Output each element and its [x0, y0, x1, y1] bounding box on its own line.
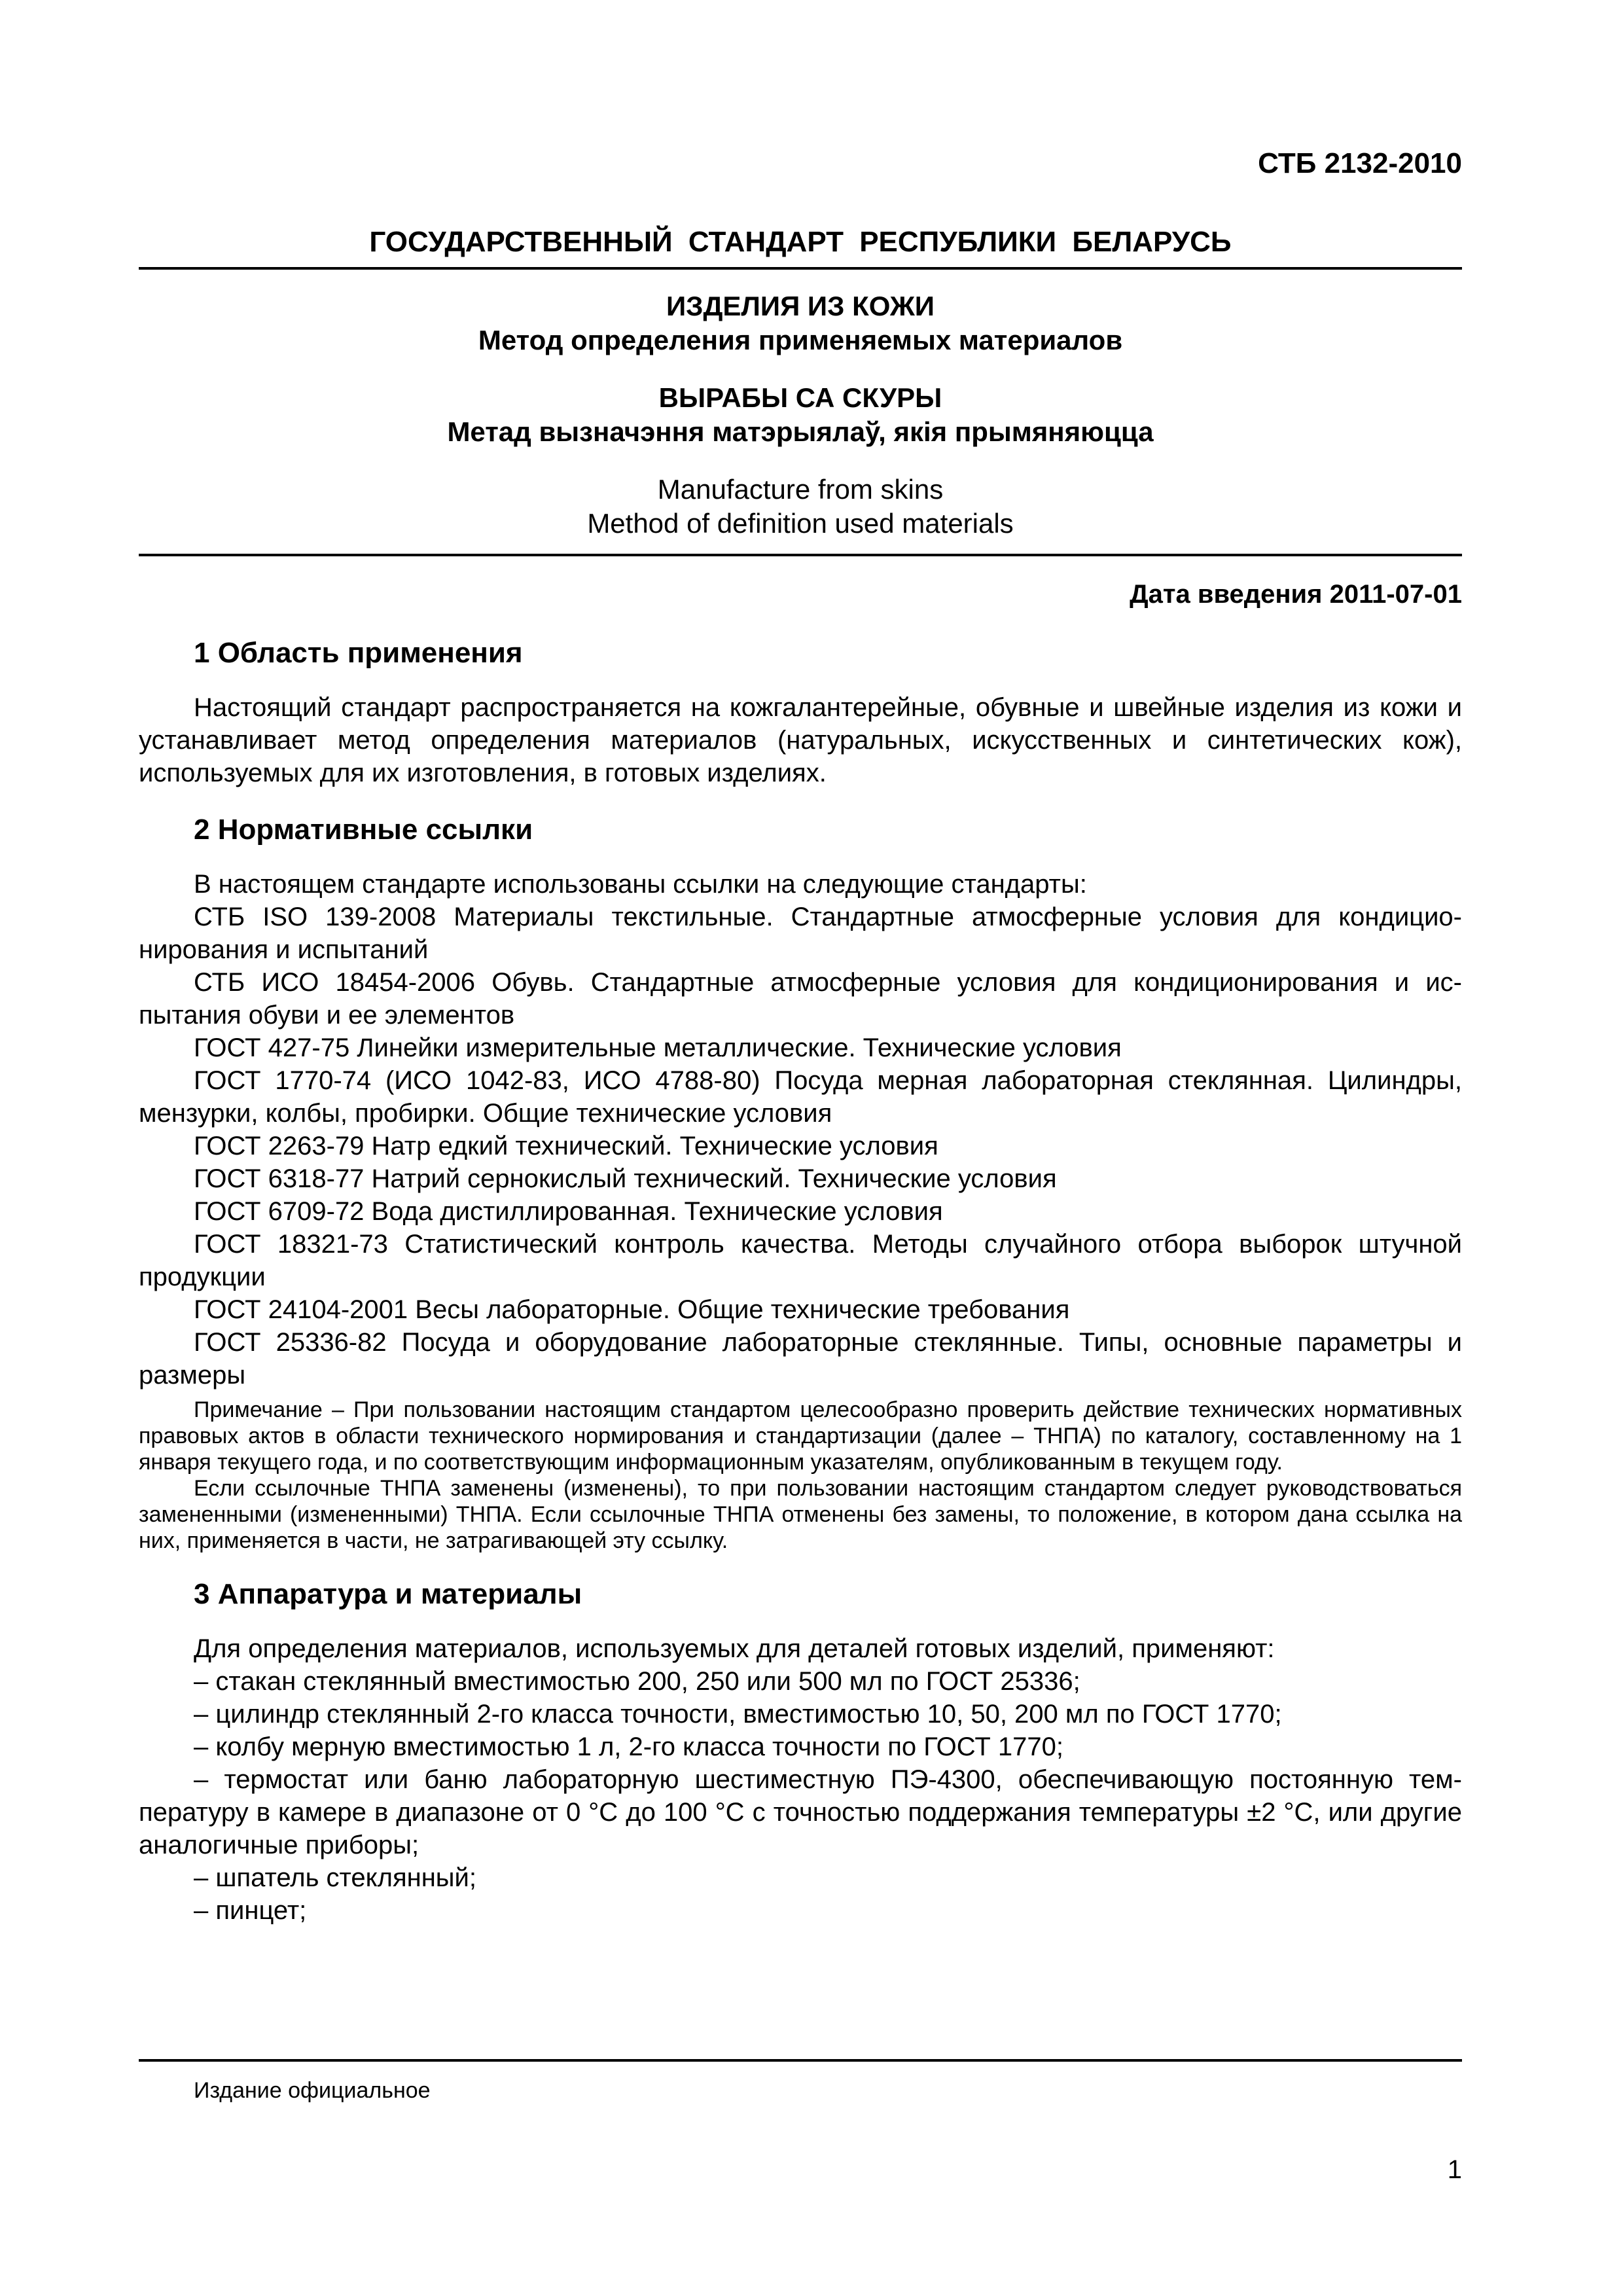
reference-item: СТБ ИСО 18454-2006 Обувь. Стандартные атмосферные условия для кондиционирования и испытания обуви и ее элементов: [139, 968, 1462, 1030]
reference-item: ГОСТ 427-75 Линейки измерительные металлические. Технические условия: [194, 1033, 1122, 1062]
note-block: [139, 1397, 1462, 1554]
title-ru: [139, 289, 1462, 357]
reference-item: ГОСТ 6709-72 Вода дистиллированная. Технические условия: [194, 1197, 943, 1226]
list-item: – пинцет;: [194, 1896, 307, 1925]
title-by-subtitle: Метад вызначэння матэрыялаў, якія прымяняюцца: [447, 416, 1154, 447]
note-paragraph: Примечание – При пользовании настоящим стандартом целесообразно проверить действие технических нормативных правовых актов в области технического нормирования и стандартизации (далее – ТНПА) по каталогу, составленному на 1 января текущего года, и по соответствующим информационным указателям, опубликованным в текущем году.: [139, 1397, 1462, 1475]
title-by-name: ВЫРАБЫ СА СКУРЫ: [658, 382, 942, 413]
section-apparatus: [139, 1576, 1462, 1927]
list-item: – шпатель стеклянный;: [194, 1863, 477, 1892]
title-ru-name: ИЗДЕЛИЯ ИЗ КОЖИ: [666, 291, 935, 321]
reference-item: ГОСТ 18321-73 Статистический контроль качества. Методы случайного отбора выборок штучной продукции: [139, 1230, 1462, 1291]
title-rule: [139, 554, 1462, 556]
list-item: – термостат или баню лабораторную шестиместную ПЭ-4300, обеспечивающую постоянную температуру в камере в диапазоне от 0 °С до 100 °С с точностью поддержания температуры ±2 °С, или другие аналогичные приборы;: [139, 1765, 1462, 1859]
title-ru-subtitle: Метод определения применяемых материалов: [478, 325, 1123, 355]
section-heading: 3 Аппаратура и материалы: [194, 1578, 582, 1610]
edition-label: Издание официальное: [194, 2078, 431, 2103]
reference-item: ГОСТ 6318-77 Натрий сернокислый технический. Технические условия: [194, 1164, 1057, 1193]
section-heading: 2 Нормативные ссылки: [194, 814, 533, 846]
reference-item: СТБ ISO 139-2008 Материалы текстильные. Стандартные атмосферные условия для кондиционирования и испытаний: [139, 903, 1462, 964]
reference-item: ГОСТ 25336-82 Посуда и оборудование лабораторные стеклянные. Типы, основные параметры и размеры: [139, 1328, 1462, 1390]
section-heading: 1 Область применения: [194, 637, 523, 669]
list-item: – колбу мерную вместимостью 1 л, 2-го класса точности по ГОСТ 1770;: [194, 1732, 1063, 1761]
page-number: 1: [1447, 2155, 1462, 2184]
title-block: [139, 289, 1462, 541]
title-en-name: Manufacture from skins: [657, 474, 944, 505]
paragraph: Для определения материалов, используемых для деталей готовых изделий, применяют:: [194, 1634, 1275, 1663]
document-page: [139, 144, 1462, 1927]
reference-item: ГОСТ 24104-2001 Весы лабораторные. Общие технические требования: [194, 1295, 1070, 1324]
title-by: [139, 381, 1462, 449]
header-rule: [139, 267, 1462, 270]
document-code: СТБ 2132-2010: [1258, 147, 1462, 179]
title-en: [139, 473, 1462, 541]
list-item: – стакан стеклянный вместимостью 200, 250 или 500 мл по ГОСТ 25336;: [194, 1667, 1080, 1696]
section-scope: [139, 635, 1462, 789]
note-paragraph: Если ссылочные ТНПА заменены (изменены), то при пользовании настоящим стандартом следует руководствоваться замененными (измененными) ТНПА. Если ссылочные ТНПА отменены без замены, то положение, в котором дана ссылка на них, применяется в части, не затрагивающей эту ссылку.: [139, 1476, 1462, 1553]
list-item: – цилиндр стеклянный 2-го класса точности, вместимостью 10, 50, 200 мл по ГОСТ 1770;: [194, 1700, 1282, 1729]
title-en-subtitle: Method of definition used materials: [587, 508, 1014, 539]
footer-rule: [139, 2059, 1462, 2062]
standard-title: ГОСУДАРСТВЕННЫЙ СТАНДАРТ РЕСПУБЛИКИ БЕЛАРУСЬ: [369, 226, 1232, 258]
intro-date: Дата введения 2011-07-01: [1130, 580, 1462, 609]
reference-item: ГОСТ 1770-74 (ИСО 1042-83, ИСО 4788-80) Посуда мерная лабораторная стеклянная. Цилиндры, мензурки, колбы, пробирки. Общие технические условия: [139, 1066, 1462, 1128]
paragraph: Настоящий стандарт распространяется на кожгалантерейные, обувные и швейные изделия из кожи и устанавливает метод определения материалов (натуральных, искусственных и синтетических кож), используемых для их изготовления, в готовых изделиях.: [139, 693, 1462, 787]
reference-item: ГОСТ 2263-79 Натр едкий технический. Технические условия: [194, 1132, 938, 1160]
section-normative-references: [139, 812, 1462, 1554]
paragraph: В настоящем стандарте использованы ссылки на следующие стандарты:: [194, 870, 1087, 899]
